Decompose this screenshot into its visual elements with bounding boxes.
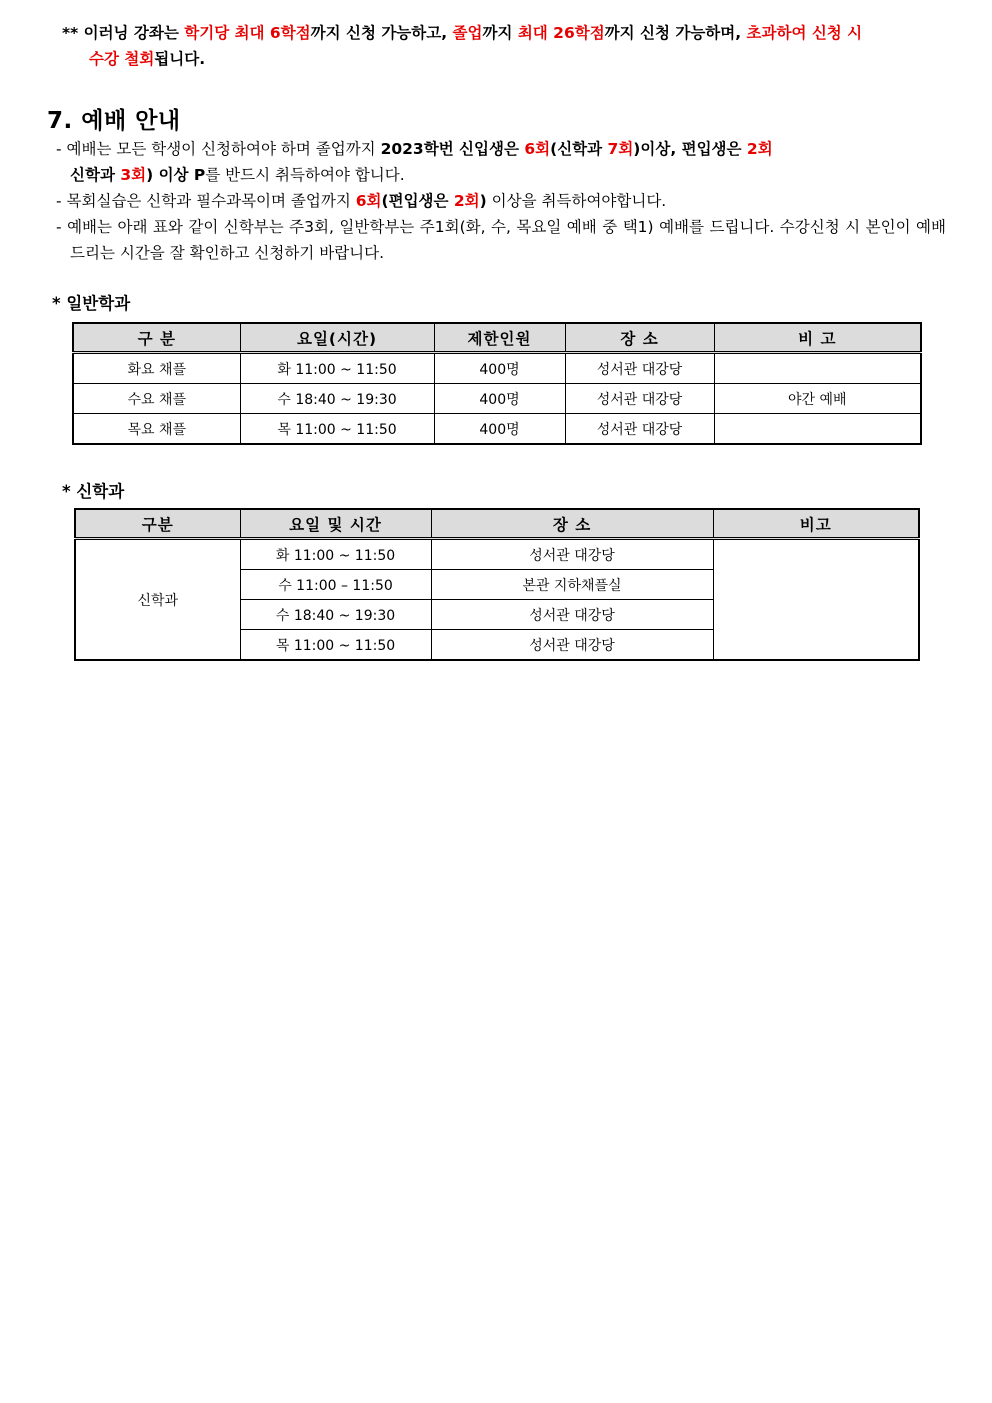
table-header-row [73, 323, 921, 353]
note-text: 까지 [482, 24, 518, 42]
note-highlight: 초과하여 신청 시 [746, 24, 863, 42]
cell-location: 본관 지하채플실 [431, 570, 713, 600]
note-prefix: ** [62, 24, 84, 42]
cell-location: 성서관 대강당 [565, 384, 714, 414]
bullet-bold: (편입생은 [381, 192, 454, 210]
cell-remark [713, 539, 919, 661]
elearning-note [62, 20, 944, 72]
cell-category: 수요 채플 [73, 384, 240, 414]
bullet-text: 이상을 취득하여야합니다. [486, 192, 667, 210]
note-text: 이러닝 강좌는 [83, 24, 185, 42]
section-heading: 7. 예배 안내 [47, 108, 181, 134]
cell-remark [714, 414, 921, 445]
cell-remark [714, 353, 921, 384]
worship-bullets [56, 136, 946, 266]
note-highlight: 최대 26학점 [517, 24, 605, 42]
note-text: 됩니다. [154, 50, 206, 68]
cell-location: 성서관 대강당 [431, 630, 713, 661]
bullet-highlight: 7회 [607, 140, 634, 158]
cell-time: 수 18:40 ~ 19:30 [240, 384, 434, 414]
bullet-highlight: 3회 [120, 166, 147, 184]
bullet-bold: )이상, 편입생은 [633, 140, 747, 158]
bullet-bold: ) [479, 192, 487, 210]
note-text: 까지 신청 가능하며, [604, 24, 747, 42]
cell-remark: 야간 예배 [714, 384, 921, 414]
theology-chapel-table [74, 508, 920, 661]
bullet-bold: ) 이상 P [146, 166, 206, 184]
note-highlight: 졸업 [452, 24, 483, 42]
note-line-1 [62, 20, 944, 46]
theology-title: * 신학과 [62, 482, 125, 501]
cell-time: 목 11:00 ~ 11:50 [240, 630, 431, 661]
bullet-highlight: 6회 [524, 140, 551, 158]
col-header: 제한인원 [434, 323, 565, 353]
cell-location: 성서관 대강당 [565, 414, 714, 445]
table-row [73, 384, 921, 414]
cell-capacity: 400명 [434, 414, 565, 445]
col-header: 구분 [75, 509, 240, 539]
col-header: 요일(시간) [240, 323, 434, 353]
col-header: 장 소 [565, 323, 714, 353]
bullet-bold: 신학과 [70, 166, 121, 184]
cell-time: 수 18:40 ~ 19:30 [240, 600, 431, 630]
bullet-worship-requirement [56, 136, 946, 188]
cell-time: 화 11:00 ~ 11:50 [240, 539, 431, 570]
bullet-text: - 목회실습은 신학과 필수과목이며 졸업까지 [56, 192, 356, 210]
cell-capacity: 400명 [434, 353, 565, 384]
note-line-2 [62, 46, 944, 72]
cell-category: 화요 채플 [73, 353, 240, 384]
bullet-bold: 2023학번 신입생은 [380, 140, 525, 158]
cell-category: 목요 채플 [73, 414, 240, 445]
col-header: 요일 및 시간 [240, 509, 431, 539]
cell-location: 성서관 대강당 [431, 600, 713, 630]
col-header: 장 소 [431, 509, 713, 539]
table-row [75, 539, 919, 570]
col-header: 구 분 [73, 323, 240, 353]
general-title: * 일반학과 [52, 294, 131, 313]
bullet-text: 를 반드시 취득하여야 합니다. [205, 166, 405, 184]
table-row [73, 414, 921, 445]
bullet-pastoral-practice [56, 188, 946, 214]
bullet-highlight: 2회 [453, 192, 480, 210]
cell-location: 성서관 대강당 [565, 353, 714, 384]
bullet-highlight: 6회 [355, 192, 382, 210]
cell-time: 화 11:00 ~ 11:50 [240, 353, 434, 384]
note-text: 까지 신청 가능하고, [310, 24, 453, 42]
note-highlight: 학기당 최대 6학점 [184, 24, 311, 42]
cell-time: 목 11:00 ~ 11:50 [240, 414, 434, 445]
bullet-highlight: 2회 [746, 140, 773, 158]
col-header: 비 고 [714, 323, 921, 353]
cell-location: 성서관 대강당 [431, 539, 713, 570]
cell-capacity: 400명 [434, 384, 565, 414]
general-chapel-table [72, 322, 922, 445]
cell-time: 수 11:00 – 11:50 [240, 570, 431, 600]
table-header-row [75, 509, 919, 539]
bullet-worship-schedule: - 예배는 아래 표와 같이 신학부는 주3회, 일반학부는 주1회(화, 수, 목요일 예배 중 택1) 예배를 드립니다. 수강신청 시 본인이 예배드리는 시간을 잘 확인하고 신청하기 바랍니다. [56, 218, 946, 262]
col-header: 비고 [713, 509, 919, 539]
cell-group: 신학과 [75, 539, 240, 661]
bullet-bold: (신학과 [550, 140, 608, 158]
bullet-text: - 예배는 모든 학생이 신청하여야 하며 졸업까지 [56, 140, 381, 158]
table-row [73, 353, 921, 384]
note-highlight: 수강 철회 [89, 50, 155, 68]
